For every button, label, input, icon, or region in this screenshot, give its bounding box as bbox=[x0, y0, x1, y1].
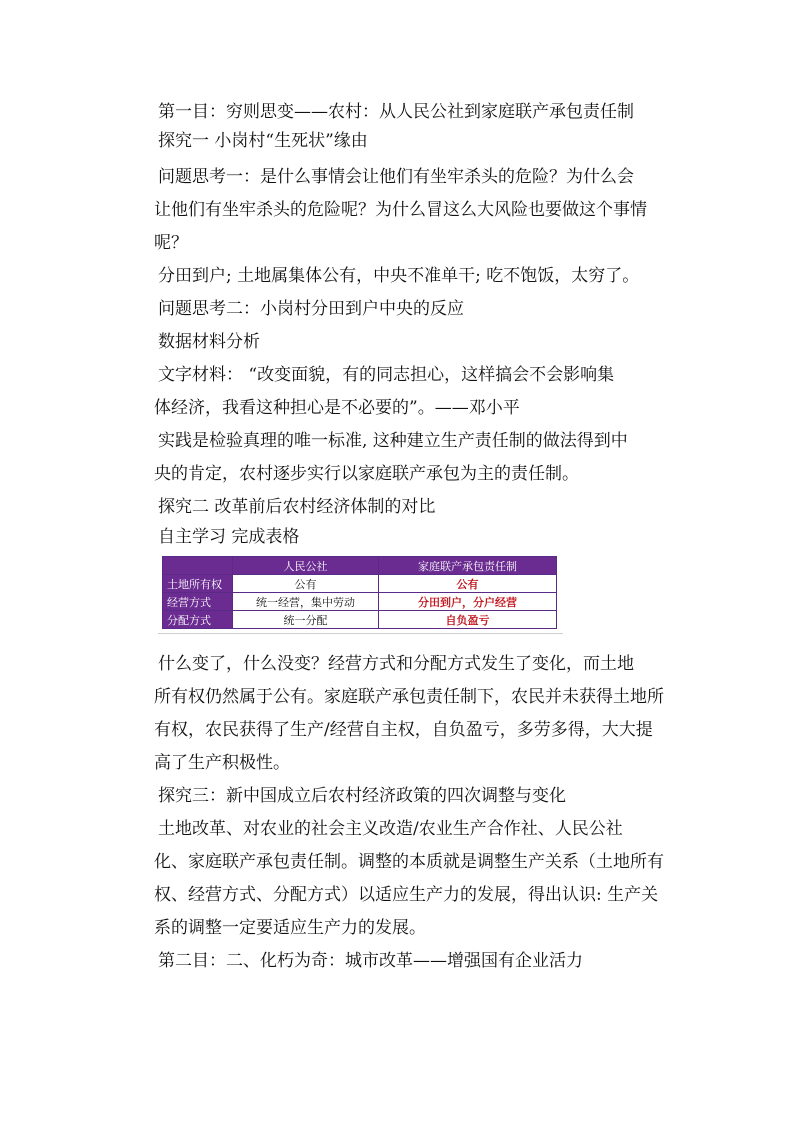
quote-line-2: 体经济，我看这种担心是不必要的”。——邓小平 bbox=[154, 398, 520, 418]
question-2: 问题思考二：小岗村分田到户中央的反应 bbox=[158, 299, 464, 319]
question-1-line-1: 问题思考一：是什么事情会让他们有坐牢杀头的危险？为什么会 bbox=[158, 167, 634, 187]
answer-1: 分田到户; 土地属集体公有，中央不准单干; 吃不饱饭，太穷了。 bbox=[158, 266, 640, 286]
table-header-corner bbox=[163, 557, 233, 575]
table-cell-highlight: 自负盈亏 bbox=[379, 611, 557, 629]
table-cell: 统一分配 bbox=[233, 611, 379, 629]
table-cell: 统一经营，集中劳动 bbox=[233, 593, 379, 611]
practice-line-2: 央的肯定，农村逐步实行以家庭联产承包为主的责任制。 bbox=[154, 464, 579, 484]
comparison-table bbox=[162, 556, 557, 629]
question-1-line-2: 让他们有坐牢杀头的危险呢？为什么冒这么大风险也要做这个事情 bbox=[154, 200, 647, 220]
policy-line-2: 化、家庭联产承包责任制。调整的本质就是调整生产关系（土地所有 bbox=[154, 852, 664, 872]
inquiry-heading-3: 探究三：新中国成立后农村经济政策的四次调整与变化 bbox=[158, 786, 566, 806]
comparison-table-wrap bbox=[162, 556, 556, 634]
practice-line-1: 实践是检验真理的唯一标准, 这种建立生产责任制的做法得到中 bbox=[158, 431, 628, 451]
table-header-commune: 人民公社 bbox=[233, 557, 379, 575]
policy-line-1: 土地改革、对农业的社会主义改造/农业生产合作社、人民公社 bbox=[158, 819, 623, 839]
table-cell: 公有 bbox=[233, 575, 379, 593]
table-header-household: 家庭联产承包责任制 bbox=[379, 557, 557, 575]
table-row-label: 经营方式 bbox=[163, 593, 233, 611]
section-heading-2: 第二目：二、化朽为奇：城市改革——增强国有企业活力 bbox=[158, 951, 583, 971]
inquiry-heading-1: 探究一 小岗村“生死状”缘由 bbox=[158, 131, 368, 151]
quote-line-1: 文字材料： “改变面貌，有的同志担心，这样搞会不会影响集 bbox=[158, 365, 615, 385]
table-row bbox=[163, 575, 557, 593]
document-page bbox=[154, 100, 680, 978]
inquiry-heading-2: 探究二 改革前后农村经济体制的对比 bbox=[158, 497, 436, 517]
table-cell-highlight: 分田到户，分户经营 bbox=[379, 593, 557, 611]
analysis-line-2: 所有权仍然属于公有。家庭联产承包责任制下，农民并未获得土地所 bbox=[154, 687, 664, 707]
table-row bbox=[163, 593, 557, 611]
table-row bbox=[163, 611, 557, 629]
table-cell-highlight: 公有 bbox=[379, 575, 557, 593]
data-analysis-heading: 数据材料分析 bbox=[158, 332, 260, 352]
self-study-heading: 自主学习 完成表格 bbox=[158, 527, 300, 547]
analysis-line-3: 有权，农民获得了生产/经营自主权，自负盈亏，多劳多得，大大提 bbox=[154, 720, 653, 740]
table-row-label: 分配方式 bbox=[163, 611, 233, 629]
policy-line-4: 系的调整一定要适应生产力的发展。 bbox=[154, 918, 426, 938]
question-1-line-3: 呢？ bbox=[154, 233, 188, 253]
section-heading-1: 第一目：穷则思变——农村：从人民公社到家庭联产承包责任制 bbox=[158, 102, 634, 122]
analysis-line-1: 什么变了，什么没变？经营方式和分配方式发生了变化，而土地 bbox=[158, 654, 634, 674]
table-row-label: 土地所有权 bbox=[163, 575, 233, 593]
policy-line-3: 权、经营方式、分配方式）以适应生产力的发展，得出认识: 生产关 bbox=[154, 885, 659, 905]
table-header-row bbox=[163, 557, 557, 575]
analysis-line-4: 高了生产积极性。 bbox=[154, 753, 290, 773]
